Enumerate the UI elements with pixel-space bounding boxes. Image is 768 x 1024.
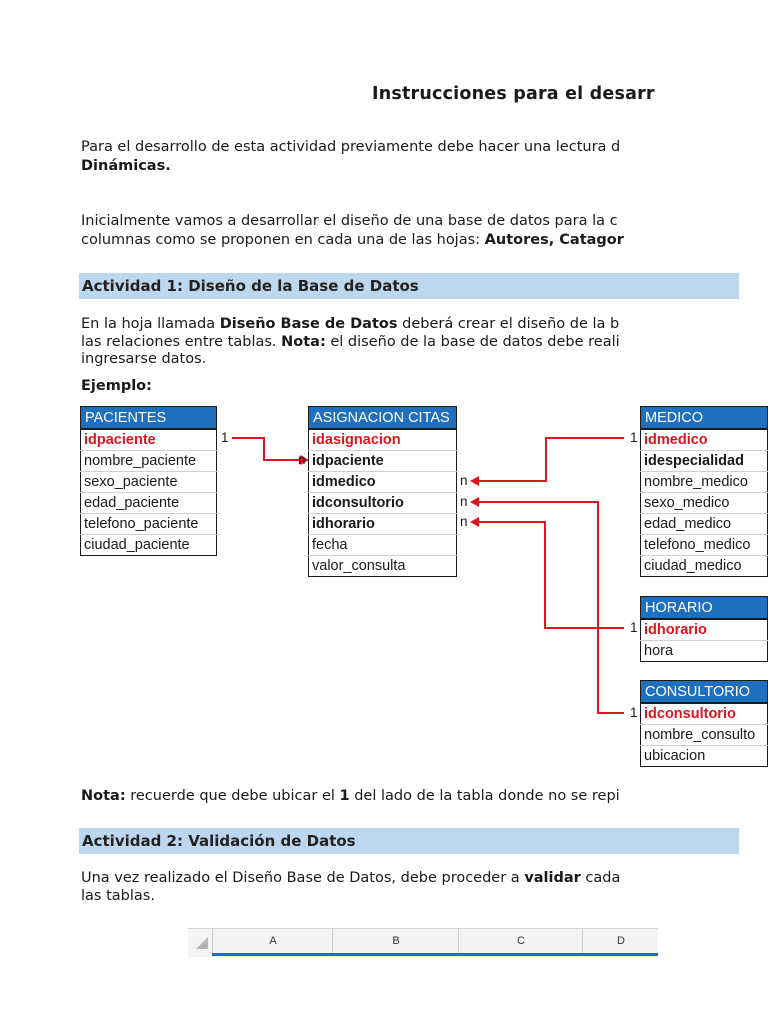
medico-field: sexo_medico [641, 493, 768, 514]
activity1-text2-a: las relaciones entre tablas. [81, 334, 282, 350]
note-one-bold: 1 [339, 788, 350, 804]
pacientes-field: nombre_paciente [81, 451, 217, 472]
medico-field: edad_medico [641, 514, 768, 535]
asignacion-header: ASIGNACION CITAS [309, 407, 457, 430]
medico-field: telefono_medico [641, 535, 768, 556]
table-consultorio [640, 680, 768, 767]
note-text-1: recuerde que debe ubicar el [125, 788, 340, 804]
intro-bold: Dinámicas. [81, 158, 171, 174]
column-header-d[interactable]: D [582, 929, 659, 953]
activity1-text-c: deberá crear el diseño de la b [397, 316, 620, 332]
pacientes-field: telefono_paciente [81, 514, 217, 535]
activity1-note-bold: Nota: [281, 334, 326, 350]
consultorio-header: CONSULTORIO [641, 681, 768, 704]
asignacion-field: idpaciente [309, 451, 457, 472]
card-many-idhorario: n [460, 514, 468, 529]
line-consultorio [478, 502, 624, 713]
spreadsheet-header [188, 928, 658, 957]
page-title: Instrucciones para el desarr [372, 84, 655, 104]
arrow-horario [470, 517, 479, 527]
column-header-b[interactable]: B [332, 929, 459, 953]
line-paciente [232, 438, 302, 460]
activity1-text2-c: el diseño de la base de datos debe reali [325, 334, 620, 350]
para2-bold: Autores, Catagor [484, 232, 624, 248]
card-many-idmedico: n [460, 473, 468, 488]
medico-field: nombre_medico [641, 472, 768, 493]
consultorio-field: nombre_consulto [641, 725, 768, 746]
activity1-heading: Actividad 1: Diseño de la Base de Datos [79, 273, 739, 299]
para2-line-1: Inicialmente vamos a desarrollar el diseño de una base de datos para la c [81, 213, 618, 229]
table-pacientes [80, 406, 217, 556]
medico-field: ciudad_medico [641, 556, 768, 577]
horario-field: idhorario [641, 619, 768, 641]
activity1-bold: Diseño Base de Datos [219, 316, 398, 332]
activity1-line-3: ingresarse datos. [81, 351, 207, 367]
activity2-line-2: las tablas. [81, 888, 155, 904]
select-all-corner-icon[interactable] [188, 929, 212, 953]
card-many-idconsultorio: n [460, 494, 468, 509]
activity2-text-c: cada [580, 870, 621, 886]
card-one-pacientes: 1 [221, 430, 229, 445]
para2-text: columnas como se proponen en cada una de las hojas: [81, 232, 485, 248]
table-horario [640, 596, 768, 662]
column-header-c[interactable]: C [458, 929, 583, 953]
example-label: Ejemplo: [81, 378, 152, 394]
pacientes-field: ciudad_paciente [81, 535, 217, 556]
asignacion-field: valor_consulta [309, 556, 457, 577]
arrow-consultorio [470, 497, 479, 507]
horario-header: HORARIO [641, 597, 768, 620]
pacientes-field: sexo_paciente [81, 472, 217, 493]
table-asignacion-citas [308, 406, 457, 577]
asignacion-field: idhorario [309, 514, 457, 535]
card-one-medico: 1 [630, 430, 638, 445]
consultorio-field: idconsultorio [641, 703, 768, 725]
horario-field: hora [641, 641, 768, 662]
line-horario [478, 522, 624, 628]
card-one-horario: 1 [630, 620, 638, 635]
medico-field: idespecialidad [641, 451, 768, 472]
consultorio-field: ubicacion [641, 746, 768, 767]
arrow-medico [470, 476, 479, 486]
medico-header: MEDICO [641, 407, 768, 430]
intro-line-1: Para el desarrollo de esta actividad previamente debe hacer una lectura d [81, 139, 621, 155]
asignacion-field: idmedico [309, 472, 457, 493]
note-bold: Nota: [81, 788, 126, 804]
activity2-heading: Actividad 2: Validación de Datos [79, 828, 739, 854]
selection-bar [212, 953, 658, 956]
pacientes-header: PACIENTES [81, 407, 217, 430]
pacientes-field: idpaciente [81, 429, 217, 451]
activity1-text-a: En la hoja llamada [81, 316, 220, 332]
pacientes-field: edad_paciente [81, 493, 217, 514]
note-text-2: del lado de la tabla donde no se repi [349, 788, 620, 804]
table-medico [640, 406, 768, 577]
asignacion-field: fecha [309, 535, 457, 556]
card-one-consultorio: 1 [630, 705, 638, 720]
asignacion-field: idconsultorio [309, 493, 457, 514]
column-header-a[interactable]: A [212, 929, 333, 953]
activity2-text-a: Una vez realizado el Diseño Base de Datos, debe proceder a [81, 870, 525, 886]
activity2-bold: validar [524, 870, 581, 886]
asignacion-field: idasignacion [309, 429, 457, 451]
card-many-idpaciente: n [298, 452, 306, 467]
medico-field: idmedico [641, 429, 768, 451]
line-medico [478, 438, 624, 481]
